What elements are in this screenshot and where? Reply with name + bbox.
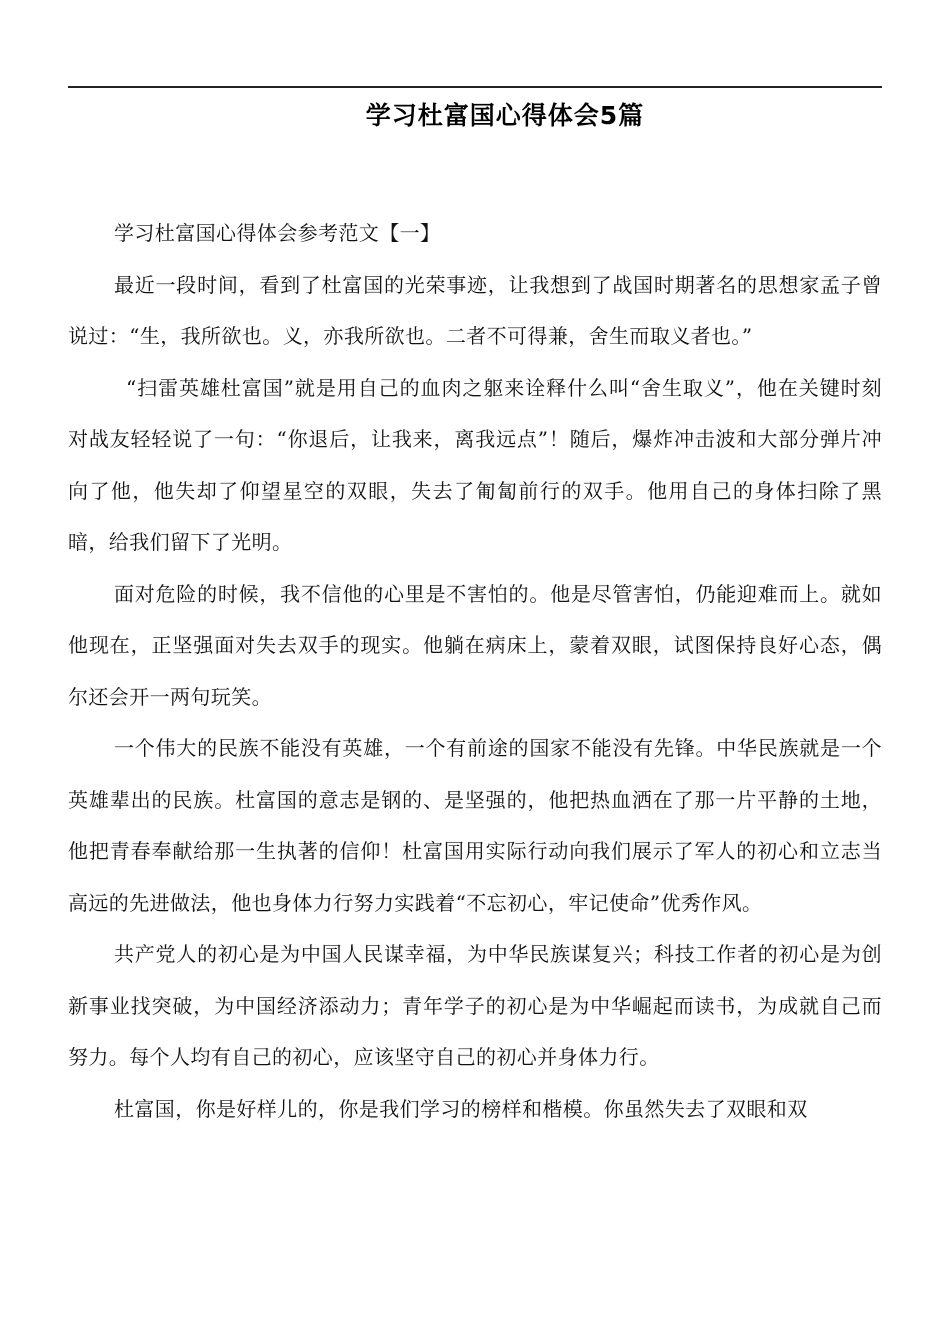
section-heading: 学习杜富国心得体会参考范文【一】 xyxy=(114,221,441,245)
paragraph-2: “扫雷英雄杜富国”就是用自己的血肉之躯来诠释什么叫“舍生取义”，他在关键时刻对战友轻轻说了一句：“你退后，让我来，离我远点”！随后，爆炸冲击波和大部分弹片冲向了他，他失却了仰望星空的双眼，失去了匍匐前行的双手。他用自己的身体扫除了黑暗，给我们留下了光明。 xyxy=(68,375,882,554)
header-rule xyxy=(68,86,882,88)
paragraph-3: 面对危险的时候，我不信他的心里是不害怕的。他是尽管害怕，仍能迎难而上。就如他现在，正坚强面对失去双手的现实。他躺在病床上，蒙着双眼，试图保持良好心态，偶尔还会开一两句玩笑。 xyxy=(68,581,882,709)
paragraph-4: 一个伟大的民族不能没有英雄，一个有前途的国家不能没有先锋。中华民族就是一个英雄辈出的民族。杜富国的意志是钢的、是坚强的，他把热血洒在了那一片平静的土地，他把青春奉献给那一生执著的信仰！杜富国用实际行动向我们展示了军人的初心和立志当高远的先进做法，他也身体力行努力实践着“不忘初心，牢记使命”优秀作风。 xyxy=(68,736,882,915)
paragraph-5: 共产党人的初心是为中国人民谋幸福，为中华民族谋复兴；科技工作者的初心是为创新事业找突破，为中国经济添动力；青年学子的初心是为中华崛起而读书，为成就自己而努力。每个人均有自己的初心，应该坚守自己的初心并身体力行。 xyxy=(68,942,882,1069)
document-title: 学习杜富国心得体会5篇 xyxy=(365,101,645,130)
paragraph-1: 最近一段时间，看到了杜富国的光荣事迹，让我想到了战国时期著名的思想家孟子曾说过：“生，我所欲也。义，亦我所欲也。二者不可得兼，舍生而取义者也。” xyxy=(68,272,882,348)
document-body xyxy=(68,208,882,1135)
paragraph-6: 杜富国，你是好样儿的，你是我们学习的榜样和楷模。你虽然失去了双眼和双 xyxy=(114,1096,808,1121)
